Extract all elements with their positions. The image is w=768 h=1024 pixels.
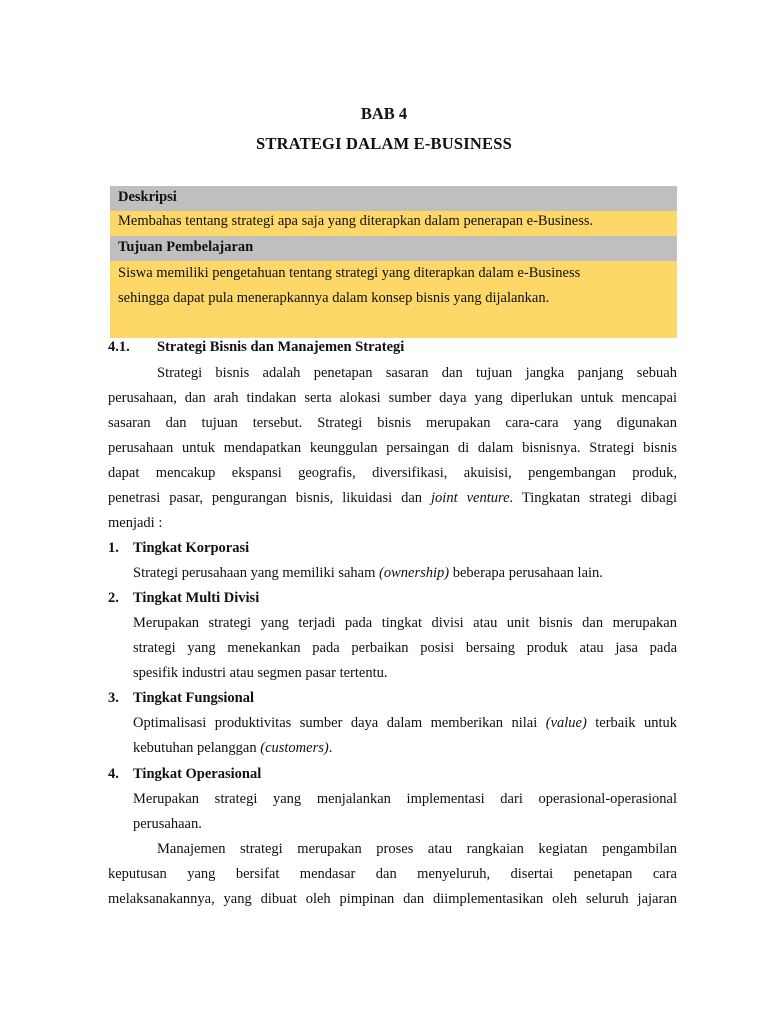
section-title: Strategi Bisnis dan Manajemen Strategi <box>157 339 405 355</box>
list-title: Tingkat Korporasi <box>133 540 250 556</box>
list-item-body <box>133 611 677 686</box>
paragraph-strategic-management <box>108 837 677 912</box>
section-heading <box>108 336 404 358</box>
paragraph-line: menjadi : <box>108 515 163 531</box>
objective-line: Siswa memiliki pengetahuan tentang strategi yang diterapkan dalam e-Business <box>118 265 581 281</box>
list-line <box>133 736 677 761</box>
paragraph-line: melaksanakannya, yang dibuat oleh pimpinan dan diimplementasikan oleh seluruh jajaran <box>108 891 677 907</box>
text-run: . <box>328 740 333 756</box>
list-line: spesifik industri atau segmen pasar tertentu. <box>133 665 388 681</box>
objective-heading: Tujuan Pembelajaran <box>110 236 677 261</box>
list-line <box>133 561 677 586</box>
text-run: beberapa perusahaan lain. <box>449 565 603 581</box>
list-number: 4. <box>108 766 119 782</box>
paragraph-line: perusahaan untuk mendapatkan keunggulan persaingan di dalam bisnisnya. Strategi bisnis <box>108 440 677 456</box>
list-item-body <box>133 787 677 837</box>
text-run: kebutuhan pelanggan <box>133 740 261 756</box>
section-number: 4.1. <box>108 339 130 355</box>
paragraph-strategy-definition <box>108 361 677 536</box>
objective-text <box>110 261 677 338</box>
list-item-title <box>108 686 254 711</box>
text-run: terbaik untuk <box>586 715 677 731</box>
chapter-info-box <box>110 186 677 338</box>
text-run: Optimalisasi produktivitas sumber daya dalam memberikan nilai <box>133 715 546 731</box>
list-item-title <box>108 586 259 611</box>
list-title: Tingkat Operasional <box>133 766 262 782</box>
list-number: 3. <box>108 690 119 706</box>
list-item-title <box>108 762 261 787</box>
paragraph-line: perusahaan, dan arah tindakan serta alokasi sumber daya yang diperlukan untuk mencapai <box>108 390 677 406</box>
italic-term: (value) <box>545 715 587 731</box>
list-line <box>133 711 677 736</box>
paragraph-line: sasaran dan tujuan tersebut. Strategi bisnis merupakan cara-cara yang digunakan <box>108 415 677 431</box>
paragraph-line: Strategi bisnis adalah penetapan sasaran dan tujuan jangka panjang sebuah <box>157 365 677 381</box>
list-item-body <box>133 711 677 761</box>
italic-term: (customers) <box>260 740 329 756</box>
objective-line: sehingga dapat pula menerapkannya dalam konsep bisnis yang dijalankan. <box>118 290 550 306</box>
description-heading: Deskripsi <box>110 186 677 211</box>
paragraph-line: dapat mencakup ekspansi geografis, diversifikasi, akuisisi, pengembangan produk, <box>108 465 677 481</box>
list-number: 1. <box>108 540 119 556</box>
italic-term: (ownership) <box>379 565 450 581</box>
text-run: Strategi perusahaan yang memiliki saham <box>133 565 380 581</box>
paragraph-line: Manajemen strategi merupakan proses atau rangkaian kegiatan pengambilan <box>157 841 677 857</box>
list-title: Tingkat Fungsional <box>133 690 255 706</box>
chapter-title: STRATEGI DALAM E-BUSINESS <box>256 134 512 153</box>
list-item-title <box>108 536 249 561</box>
list-line: strategi yang menekankan pada perbaikan posisi bersaing produk atau jasa pada <box>133 640 677 656</box>
paragraph-line: keputusan yang bersifat mendasar dan menyeluruh, disertai penetapan cara <box>108 866 677 882</box>
list-number: 2. <box>108 590 119 606</box>
list-line: Merupakan strategi yang menjalankan implementasi dari operasional-operasional <box>133 791 677 807</box>
list-line: perusahaan. <box>133 816 202 832</box>
list-item-body <box>133 561 677 586</box>
chapter-number: BAB 4 <box>360 104 408 123</box>
paragraph-line <box>108 486 677 511</box>
list-line: Merupakan strategi yang terjadi pada tingkat divisi atau unit bisnis dan merupakan <box>133 615 677 631</box>
text-run: . Tingkatan strategi dibagi <box>509 490 677 506</box>
list-title: Tingkat Multi Divisi <box>133 590 260 606</box>
text-run: penetrasi pasar, pengurangan bisnis, likuidasi dan <box>108 490 432 506</box>
description-text: Membahas tentang strategi apa saja yang diterapkan dalam penerapan e-Business. <box>110 211 677 236</box>
italic-term: joint venture <box>431 490 510 506</box>
